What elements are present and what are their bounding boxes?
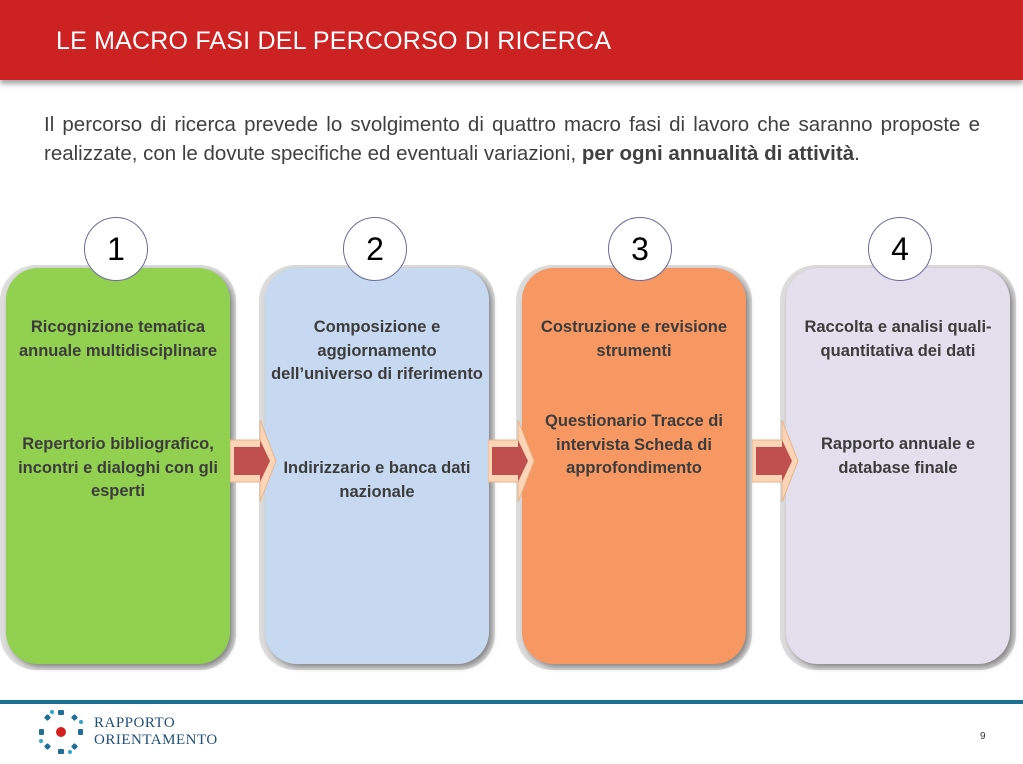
intro-emphasis: per ogni annualità di attività xyxy=(581,142,855,165)
title-bar xyxy=(0,0,1023,80)
arrow-right-icon xyxy=(488,418,536,504)
phase-4-output: Rapporto annuale e database finale xyxy=(820,435,976,477)
slide-title: LE MACRO FASI DEL PERCORSO DI RICERCA xyxy=(56,27,612,55)
intro-text: Il percorso di ricerca prevede lo svolgimento di quattro macro fasi di lavoro che saranno proposte e realizzate, con le dovute specifiche ed eventuali variazioni, xyxy=(44,113,980,165)
footer-divider xyxy=(0,700,1023,704)
arrow-right-icon xyxy=(230,418,278,504)
phase-3-number: 3 xyxy=(608,217,672,281)
phase-2-number: 2 xyxy=(343,217,407,281)
logo-line-1: RAPPORTO xyxy=(94,715,176,731)
phase-1-output: Repertorio bibliografico, incontri e dialoghi con gli esperti xyxy=(18,435,218,500)
phase-3-card xyxy=(522,268,746,664)
phase-2-output: Indirizzario e banca dati nazionale xyxy=(283,459,471,501)
phase-1-number: 1 xyxy=(84,217,148,281)
phase-3-output: Questionario Tracce di intervista Scheda di approfondimento xyxy=(545,412,723,477)
intro-paragraph xyxy=(44,110,980,168)
arrow-right-icon xyxy=(752,418,800,504)
phase-2-activity: Composizione e aggiornamento dell’universo di riferimento xyxy=(271,318,483,383)
phase-3-activity: Costruzione e revisione strumenti xyxy=(540,318,728,360)
phase-4-card xyxy=(786,268,1010,664)
phase-1-card xyxy=(6,268,230,664)
phase-4-activity: Raccolta e analisi quali-quantitativa dei dati xyxy=(804,318,992,360)
logo-wordmark xyxy=(94,715,218,749)
rapporto-orientamento-logo-icon xyxy=(36,708,86,756)
phase-1-activity: Ricognizione tematica annuale multidisciplinare xyxy=(18,318,218,360)
logo-line-2: ORIENTAMENTO xyxy=(94,732,218,748)
intro-end: . xyxy=(854,142,860,165)
phase-2-card xyxy=(265,268,489,664)
phase-4-number: 4 xyxy=(868,217,932,281)
page-number: 9 xyxy=(980,731,986,742)
